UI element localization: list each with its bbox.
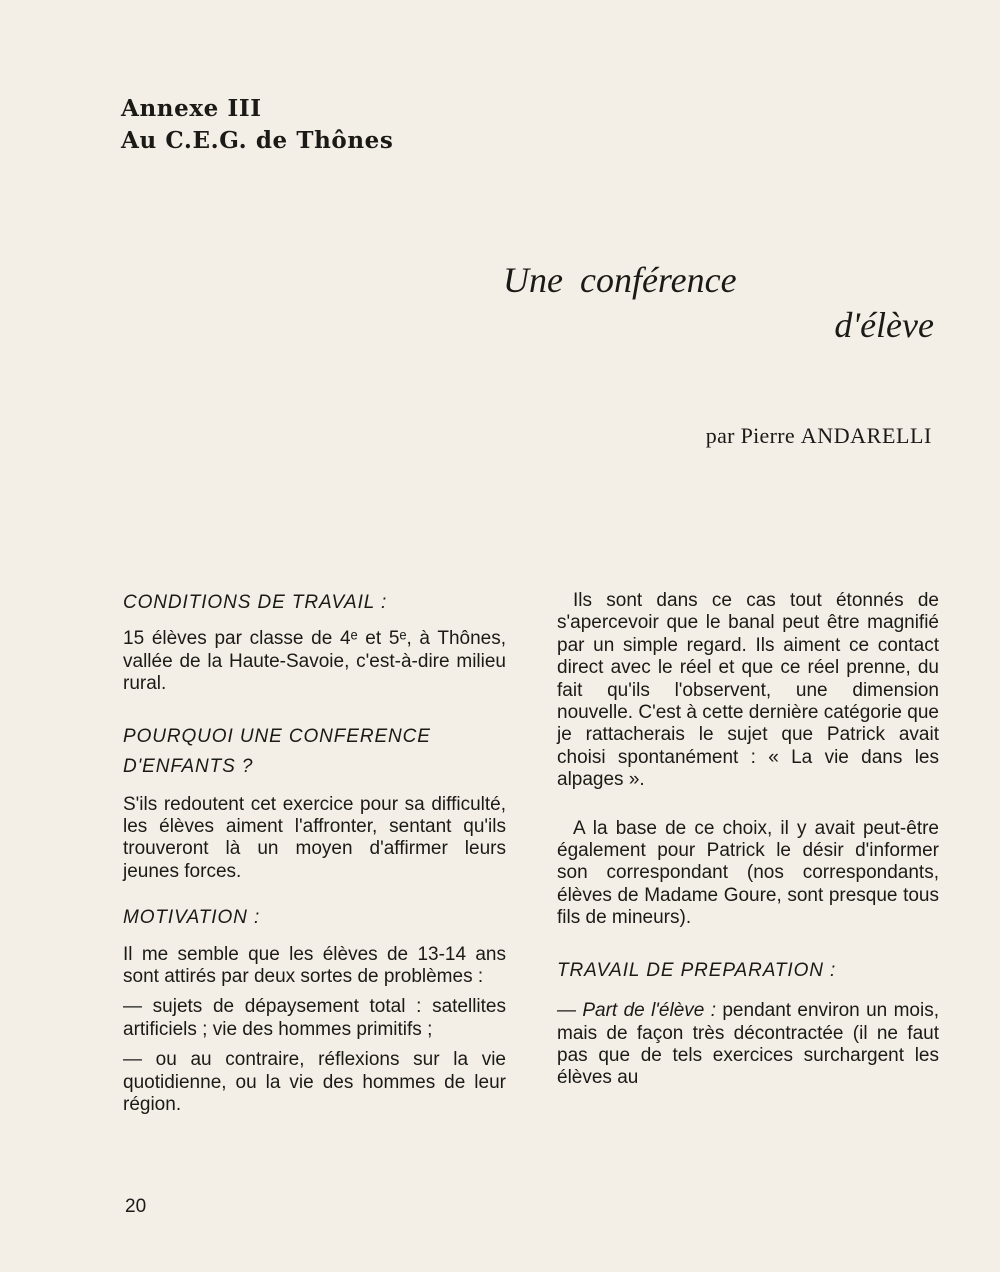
right-column bbox=[557, 590, 939, 1090]
annex-header bbox=[121, 93, 393, 157]
paragraph-etonnes: Ils sont dans ce cas tout étonnés de s'apercevoir que le banal peut être magnifié par un simple regard. Ils aiment ce contact direct avec le réel et que ce réel prenne, du fait qu'ils l'observent, une dimension nouvelle. C'est à cette dernière catégorie que je rattacherais le sujet que Patrick avait choisi spontanément : « La vie dans les alpages ». bbox=[557, 590, 939, 791]
article-title-line-1: Une conférence bbox=[503, 260, 737, 300]
page-number: 20 bbox=[125, 1196, 147, 1217]
paragraph-conditions: 15 élèves par classe de 4ᵉ et 5ᵉ, à Thônes, vallée de la Haute-Savoie, c'est-à-dire milieu rural. bbox=[123, 628, 506, 695]
annex-school: Au C.E.G. de Thônes bbox=[121, 127, 394, 154]
section-heading-motivation: MOTIVATION : bbox=[123, 907, 261, 929]
section-heading-conditions: CONDITIONS DE TRAVAIL : bbox=[123, 592, 388, 613]
byline-prefix: par Pierre bbox=[705, 423, 795, 448]
list-item-quotidien: — ou au contraire, réflexions sur la vie quotidienne, ou la vie des hommes de leur région. bbox=[123, 1049, 506, 1116]
annex-label: Annexe III bbox=[121, 95, 262, 122]
byline bbox=[706, 423, 932, 449]
paragraph-base-choix: A la base de ce choix, il y avait peut-être également pour Patrick le désir d'informer son correspondant (nos correspondants, élèves de Madame Goure, sont presque tous fils de mineurs). bbox=[557, 817, 939, 929]
section-heading-preparation: TRAVAIL DE PREPARATION : bbox=[557, 959, 837, 981]
list-item-depaysement: — sujets de dépaysement total : satellites artificiels ; vie des hommes primitifs ; bbox=[123, 996, 506, 1040]
byline-surname: ANDARELLI bbox=[800, 423, 932, 448]
paragraph-motivation: Il me semble que les élèves de 13-14 ans sont attirés par deux sortes de problèmes : bbox=[123, 943, 506, 988]
paragraph-part-eleve bbox=[557, 1000, 939, 1090]
section-heading-pourquoi: POURQUOI UNE CONFERENCE D'ENFANTS ? bbox=[123, 725, 431, 777]
part-eleve-label: — Part de l'élève : bbox=[557, 1000, 716, 1022]
article-title-line-2: d'élève bbox=[834, 305, 934, 345]
paragraph-pourquoi: S'ils redoutent cet exercice pour sa difficulté, les élèves aiment l'affronter, sentant qu'ils trouveront là un moyen d'affirmer leurs jeunes forces. bbox=[123, 793, 506, 882]
part-eleve-text: pendant environ un mois, mais de façon très décontractée (il ne faut pas que de tels exercices surchargent les élèves au bbox=[557, 1000, 939, 1089]
left-column bbox=[123, 592, 506, 1117]
